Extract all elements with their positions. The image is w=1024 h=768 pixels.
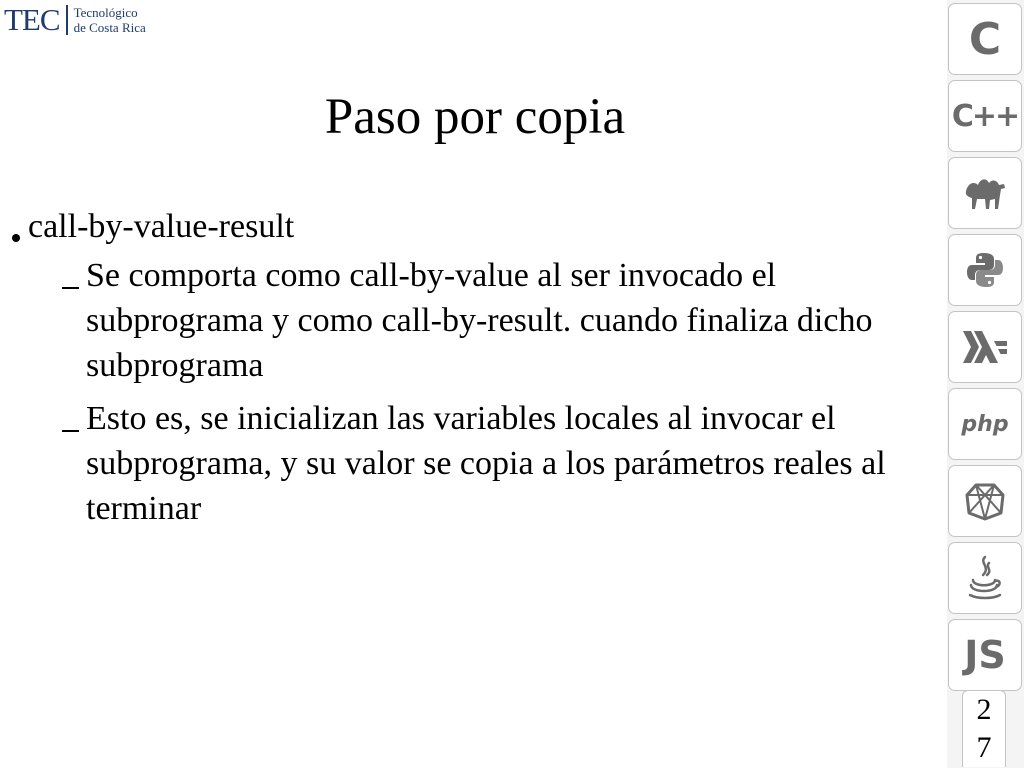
sub-bullet-item — [12, 253, 932, 388]
slide-number-digit-2: 7 — [976, 731, 992, 764]
ruby-gem-icon — [948, 465, 1022, 537]
slide-number — [962, 690, 1006, 767]
haskell-icon — [948, 311, 1022, 383]
sub-bullet-text: Se comporta como call-by-value al ser invocado el subprograma y como call-by-result. cuando finaliza dicho subprograma — [86, 257, 873, 384]
bullet-dot — [12, 234, 20, 242]
python-icon — [948, 234, 1022, 306]
slide-title: Paso por copia — [324, 89, 626, 145]
perl-camel-icon — [948, 157, 1022, 229]
c-language-icon — [948, 3, 1022, 75]
php-icon — [948, 388, 1022, 460]
logo-name — [74, 5, 146, 35]
sub-bullet-dash — [62, 287, 79, 289]
javascript-icon — [948, 619, 1022, 691]
sub-bullet-item — [12, 396, 932, 531]
sub-bullet-dash — [62, 430, 79, 432]
slide-content — [12, 204, 932, 531]
institution-logo — [4, 2, 146, 38]
java-cup-icon — [948, 542, 1022, 614]
bullet-text: call-by-value-result — [28, 208, 295, 245]
javascript-label: JS — [964, 633, 1006, 677]
cpp-language-label: C++ — [951, 98, 1019, 134]
language-sidebar — [947, 0, 1024, 768]
sub-bullet-text: Esto es, se inicializan las variables locales al invocar el subprograma, y su valor se copia a los parámetros reales al terminar — [86, 400, 886, 527]
logo-divider — [66, 5, 68, 35]
logo-name-line1: Tecnológico — [73, 5, 138, 20]
c-language-label: C — [968, 13, 1002, 65]
php-label: php — [961, 411, 1009, 437]
bullet-item — [12, 204, 932, 249]
slide-number-digit-1: 2 — [976, 693, 992, 726]
cpp-language-icon — [948, 80, 1022, 152]
logo-mark: TEC — [4, 2, 60, 37]
logo-name-line2: de Costa Rica — [73, 20, 146, 35]
